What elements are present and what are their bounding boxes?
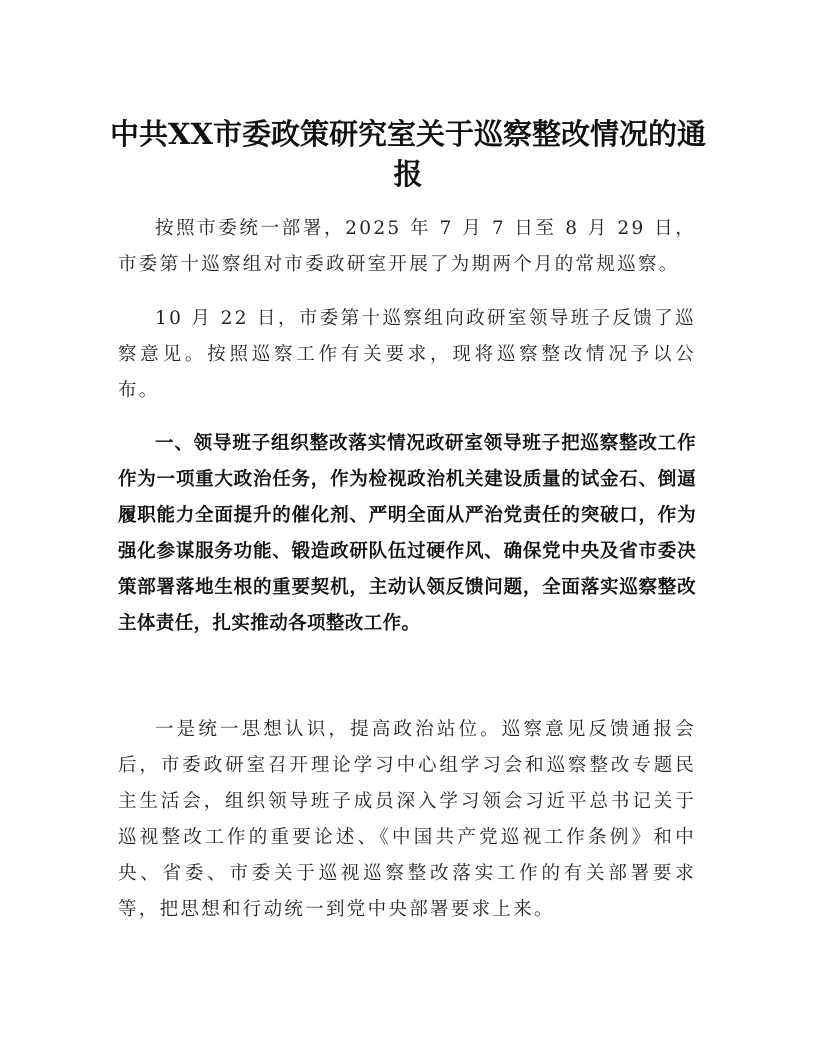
paragraph-unify-thinking: 一是统一思想认识，提高政治站位。巡察意见反馈通报会后，市委政研室召开理论学习中心组学习会和巡察整改专题民主生活会，组织领导班子成员深入学习领会习近平总书记关于巡视整改工作的重要论述、《中国共产党巡视工作条例》和中央、省委、市委关于巡视巡察整改落实工作的有关部署要求等，把思想和行动统一到党中央部署要求上来。 bbox=[118, 719, 696, 920]
document-title: 中共XX市委政策研究室关于巡察整改情况的通报 bbox=[109, 117, 706, 191]
paragraph-feedback: 10 月 22 日，市委第十巡察组向政研室领导班子反馈了巡察意见。按照巡察工作有关要求，现将巡察整改情况予以公布。 bbox=[118, 308, 696, 401]
paragraph-section-one-heading: 一、领导班子组织整改落实情况政研室领导班子把巡察整改工作作为一项重大政治任务，作为检视政治机关建设质量的试金石、倒逼履职能力全面提升的催化剂、严明全面从严治党责任的突破口，作为强化参谋服务功能、锻造政研队伍过硬作风、确保党中央及省市委决策部署落地生根的重要契机，主动认领反馈问题，全面落实巡察整改主体责任，扎实推动各项整改工作。 bbox=[118, 433, 696, 634]
paragraph-inspection-arrangement: 按照市委统一部署，2025 年 7 月 7 日至 8 月 29 日，市委第十巡察组对市委政研室开展了为期两个月的常规巡察。 bbox=[118, 218, 696, 275]
